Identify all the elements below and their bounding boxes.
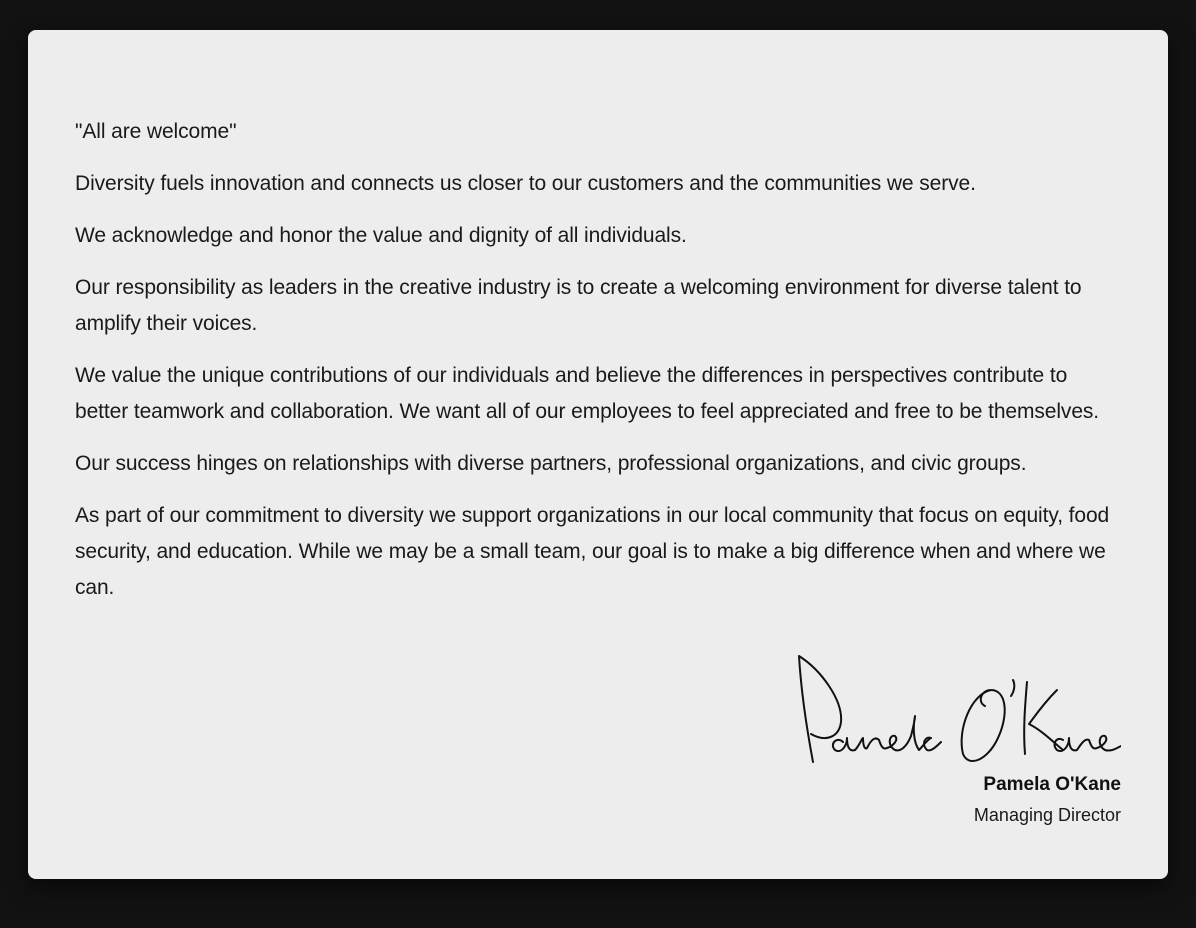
letter-paragraph: Diversity fuels innovation and connects us closer to our customers and the communities we serve. xyxy=(75,172,976,195)
handwritten-signature xyxy=(781,650,1121,770)
signatory-name: Pamela O'Kane xyxy=(983,774,1121,795)
letter-paragraph: We value the unique contributions of our individuals and believe the differences in perspectives contribute to better teamwork and collaboration. We want all of our employees to feel appreciated and free to be themselves. xyxy=(75,364,1100,423)
signature-block xyxy=(761,650,1121,830)
letter-card xyxy=(28,30,1168,879)
letter-paragraph-quote: "All are welcome" xyxy=(75,120,237,143)
letter-paragraph: We acknowledge and honor the value and dignity of all individuals. xyxy=(75,224,687,247)
letter-body xyxy=(75,114,1121,606)
letter-paragraph: Our success hinges on relationships with diverse partners, professional organizations, and civic groups. xyxy=(75,452,1027,475)
letter-paragraph: As part of our commitment to diversity we support organizations in our local community that focus on equity, food security, and education. While we may be a small team, our goal is to make a big difference when and where we can. xyxy=(75,504,1110,599)
letter-paragraph: Our responsibility as leaders in the creative industry is to create a welcoming environment for diverse talent to amplify their voices. xyxy=(75,276,1082,335)
signatory-title: Managing Director xyxy=(973,805,1121,825)
